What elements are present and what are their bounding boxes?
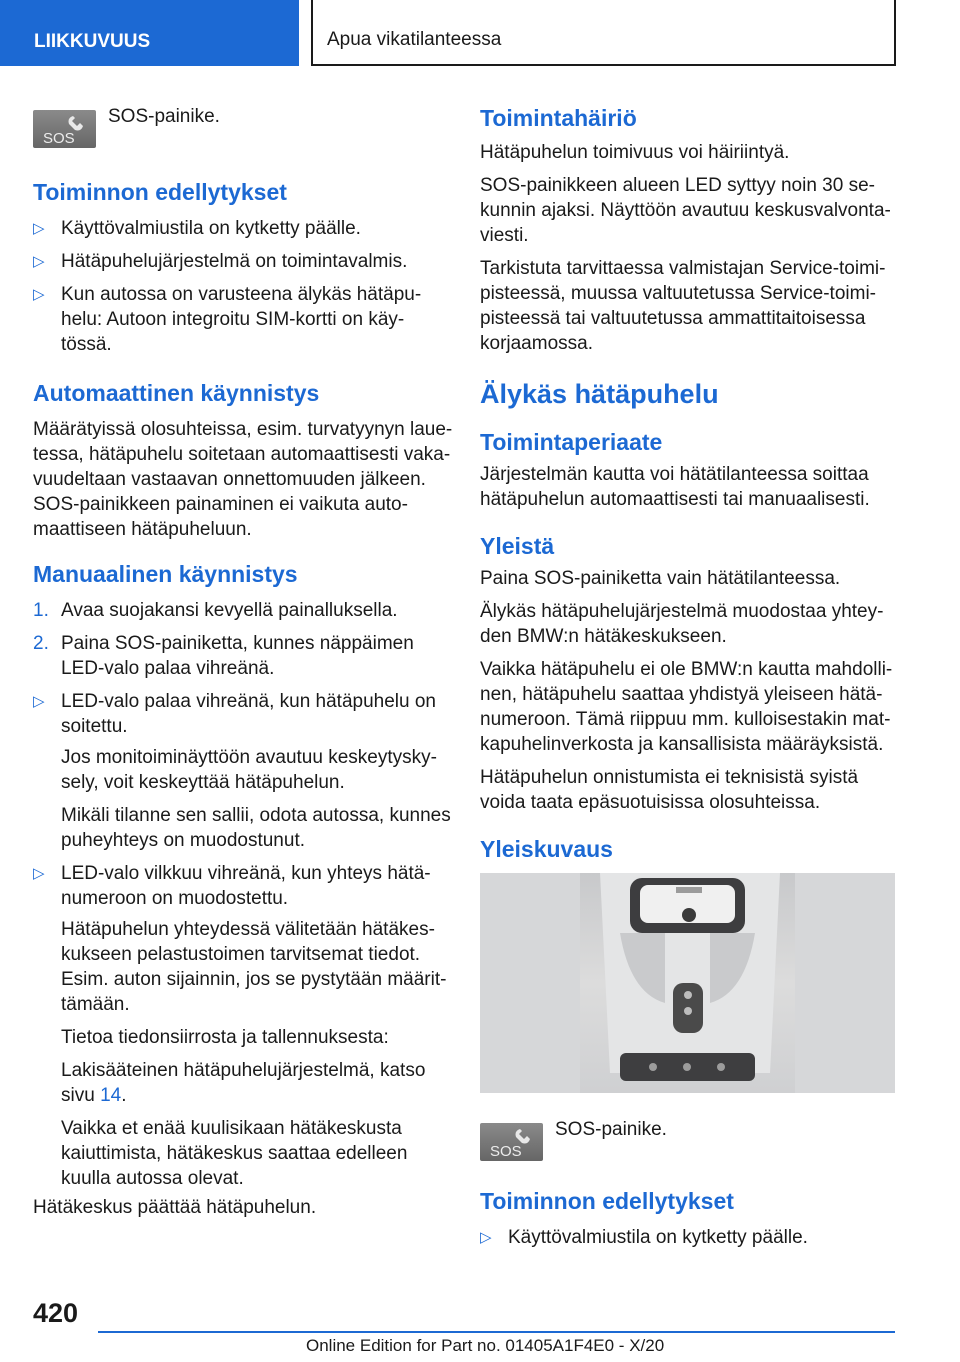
malfunction-text-2: SOS-painikkeen alueen LED syttyy noin 30 se-kunnin ajaksi. Näyttöön avautuu keskusvalvonta-viesti. <box>480 175 891 246</box>
sos-caption: SOS-painike. <box>555 1119 667 1140</box>
triangle-bullet-icon: ▷ <box>33 693 45 710</box>
general-text-2: Älykäs hätäpuhelujärjestelmä muodostaa yhtey-den BMW:n hätäkeskukseen. <box>480 601 884 647</box>
list-item: ▷ LED-valo vilkkuu vihreänä, kun yhteys hätä-numeroon on muodostettu. Hätäpuhelun yhteydessä välitetään hätäkes-kukseen pelastustoimen tarvitsemat tiedot. Esim. auton sijainnin, jos se pystytään määrit-tämään. Tietoa tiedonsiirrosta ja tallennuksesta: Lakisääteinen hätäpuhelujärjestelmä, katso sivu 14. Vaikka et enää kuulisikaan hätäkeskusta kaiuttimista, hätäkeskus saattaa edelleen kuulla autossa olevat. <box>33 863 447 1189</box>
overhead-console-photo <box>480 873 895 1093</box>
page-number: 420 <box>33 1298 79 1328</box>
section-title: Älykäs hätäpuhelu <box>480 379 719 409</box>
general-text-4: Hätäpuhelun onnistumista ei teknisistä syistä voida taata epäsuotuisissa olosuhteissa. <box>480 767 859 813</box>
heading-general: Yleistä <box>480 533 555 559</box>
sos-button-icon <box>480 1123 543 1161</box>
heading-overview: Yleiskuvaus <box>480 836 613 862</box>
triangle-bullet-icon: ▷ <box>480 1229 492 1246</box>
manual-steps-list <box>33 598 453 681</box>
heading-function-requirements: Toiminnon edellytykset <box>33 179 287 205</box>
requirements-list-2 <box>480 1225 898 1250</box>
list-item: ▷ Kun autossa on varusteena älykäs hätäpu-helu: Autoon integroitu SIM-kortti on käy-tössä. <box>33 284 422 355</box>
left-column <box>33 100 453 1228</box>
footer-divider <box>98 1331 895 1333</box>
list-item: 2. Paina SOS-painiketta, kunnes näppäimen LED-valo palaa vihreänä. <box>33 633 414 679</box>
list-item: ▷ Käyttövalmiustila on kytketty päälle. <box>480 1227 808 1248</box>
principle-text: Järjestelmän kautta voi hätätilanteessa soittaa hätäpuhelun automaattisesti tai manuaalisesti. <box>480 464 870 510</box>
list-item: ▷ Hätäpuhelujärjestelmä on toimintavalmis. <box>33 251 408 272</box>
sos-button-icon <box>33 110 96 148</box>
section-tab: LIIKKUVUUS <box>0 0 299 66</box>
sos-caption-row <box>33 100 453 148</box>
list-item: ▷ LED-valo palaa vihreänä, kun hätäpuhelu on soitettu. Jos monitoiminäyttöön avautuu keskeytysky-sely, voit keskeyttää hätäpuhelun. Mikäli tilanne sen sallii, odota autossa, kunnes puheyhteys on muodostunut. <box>33 691 451 851</box>
sos-icon-text: SOS <box>490 1143 522 1160</box>
malfunction-text-1: Hätäpuhelun toimivuus voi häiriintyä. <box>480 142 790 163</box>
sos-caption-row <box>480 1113 898 1161</box>
automatic-start-text: Määrätyissä olosuhteissa, esim. turvatyynyn laue-tessa, hätäpuhelu soitetaan automaattisesti vaka-vuudeltaan vastaavan onnettomuuden jälkeen. SOS-painikkeen painaminen ei vaikuta auto-maattiseen hätäpuheluun. <box>33 419 453 540</box>
triangle-bullet-icon: ▷ <box>33 286 45 303</box>
triangle-bullet-icon: ▷ <box>33 865 45 882</box>
sos-icon-text: SOS <box>43 130 75 147</box>
heading-malfunction: Toimintahäiriö <box>480 105 637 131</box>
heading-manual-start: Manuaalinen käynnistys <box>33 561 298 587</box>
triangle-bullet-icon: ▷ <box>33 253 45 270</box>
sos-caption: SOS-painike. <box>108 106 220 127</box>
heading-function-requirements-2: Toiminnon edellytykset <box>480 1188 734 1214</box>
right-column <box>480 100 898 1262</box>
triangle-bullet-icon: ▷ <box>33 220 45 237</box>
heading-principle: Toimintaperiaate <box>480 429 663 455</box>
general-text-3: Vaikka hätäpuhelu ei ole BMW:n kautta mahdolli-nen, hätäpuhelu saattaa yhdistyä yleiseen hätä-numeroon. Tämä riippuu mm. kulloisestakin mat-kapuhelinverkosta ja kansallisista määräyksistä. <box>480 659 893 755</box>
chapter-title: Apua vikatilanteessa <box>311 0 896 66</box>
closing-text: Hätäkeskus päättää hätäpuhelun. <box>33 1197 317 1218</box>
page-link[interactable]: 14 <box>100 1085 122 1106</box>
general-text-1: Paina SOS-painiketta vain hätätilanteessa. <box>480 568 841 589</box>
requirements-list <box>33 216 453 357</box>
heading-automatic-start: Automaattinen käynnistys <box>33 380 320 406</box>
manual-result-list <box>33 689 453 1191</box>
list-item: ▷ Käyttövalmiustila on kytketty päälle. <box>33 218 361 239</box>
page-header <box>0 0 960 66</box>
footer-edition: Online Edition for Part no. 01405A1F4E0 - X/20 <box>306 1336 665 1355</box>
list-item: 1. Avaa suojakansi kevyellä painalluksella. <box>33 600 398 621</box>
malfunction-text-3: Tarkistuta tarvittaessa valmistajan Service-toimi-pisteessä, muussa valtuutetussa Service-toimi-pisteessä tai valtuutetussa ammattitaitoisessa korjaamossa. <box>480 258 886 354</box>
